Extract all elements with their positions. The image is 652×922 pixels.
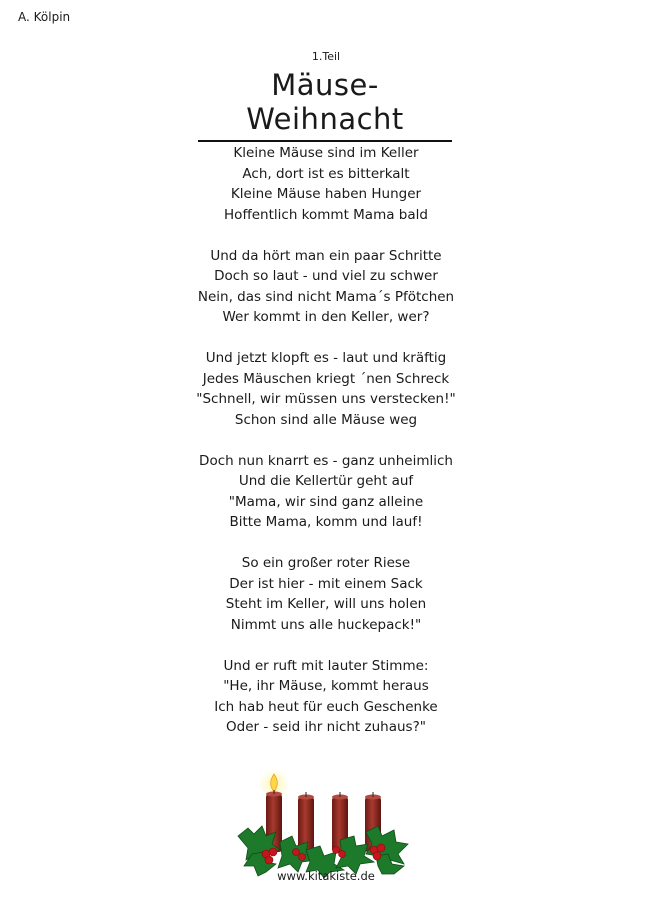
poem-line: Bitte Mama, komm und lauf!: [229, 514, 423, 530]
author-name: A. Kölpin: [18, 10, 71, 24]
poem-line: "Schnell, wir müssen uns verstecken!": [196, 391, 456, 407]
stanza: [0, 246, 652, 328]
poem-line: Wer kommt in den Keller, wer?: [222, 309, 430, 325]
poem-line: Schon sind alle Mäuse weg: [234, 411, 418, 428]
advent-wreath-icon: [236, 770, 416, 880]
poem-line: Kleine Mäuse haben Hunger: [230, 186, 422, 202]
stanza: [0, 451, 652, 533]
poem-line: Ich hab heut für euch Geschenke: [214, 698, 438, 715]
website-footer: www.kitakiste.de: [277, 869, 375, 883]
poem-line: Doch so laut - und viel zu schwer: [214, 268, 438, 284]
poem-line: Hoffentlich kommt Mama bald: [224, 206, 428, 223]
poem-line: Und da hört man ein paar Schritte: [210, 247, 442, 264]
poem-body: [0, 143, 652, 758]
poem-line: Oder - seid ihr nicht zuhaus?": [226, 719, 426, 735]
stanza: [0, 553, 652, 635]
poem-line: Kleine Mäuse sind im Keller: [233, 145, 419, 161]
poem-line: Und jetzt klopft es - laut und kräftig: [205, 350, 447, 366]
poem-line: So ein großer roter Riese: [241, 555, 411, 571]
poem-line: Ach, dort ist es bitterkalt: [242, 165, 410, 182]
poem-line: Nein, das sind nicht Mama´s Pfötchen: [197, 288, 455, 305]
part-label: 1.Teil: [311, 50, 341, 63]
stanza: [0, 348, 652, 430]
poem-line: "Mama, wir sind ganz alleine: [228, 493, 424, 510]
poem-line: Und die Kellertür geht auf: [238, 473, 414, 489]
poem-line: "He, ihr Mäuse, kommt heraus: [223, 678, 429, 694]
poem-line: Der ist hier - mit einem Sack: [229, 575, 423, 592]
poem-line: Nimmt uns alle huckepack!": [230, 616, 422, 633]
stanza: [0, 143, 652, 225]
poem-line: Doch nun knarrt es - ganz unheimlich: [199, 452, 453, 469]
poem-line: Und er ruft mit lauter Stimme:: [223, 657, 429, 674]
poem-line: Jedes Mäuschen kriegt ´nen Schreck: [202, 370, 450, 387]
poem-line: Steht im Keller, will uns holen: [225, 596, 427, 612]
poem-title: Mäuse-Weihnacht: [198, 68, 452, 142]
stanza: [0, 656, 652, 738]
